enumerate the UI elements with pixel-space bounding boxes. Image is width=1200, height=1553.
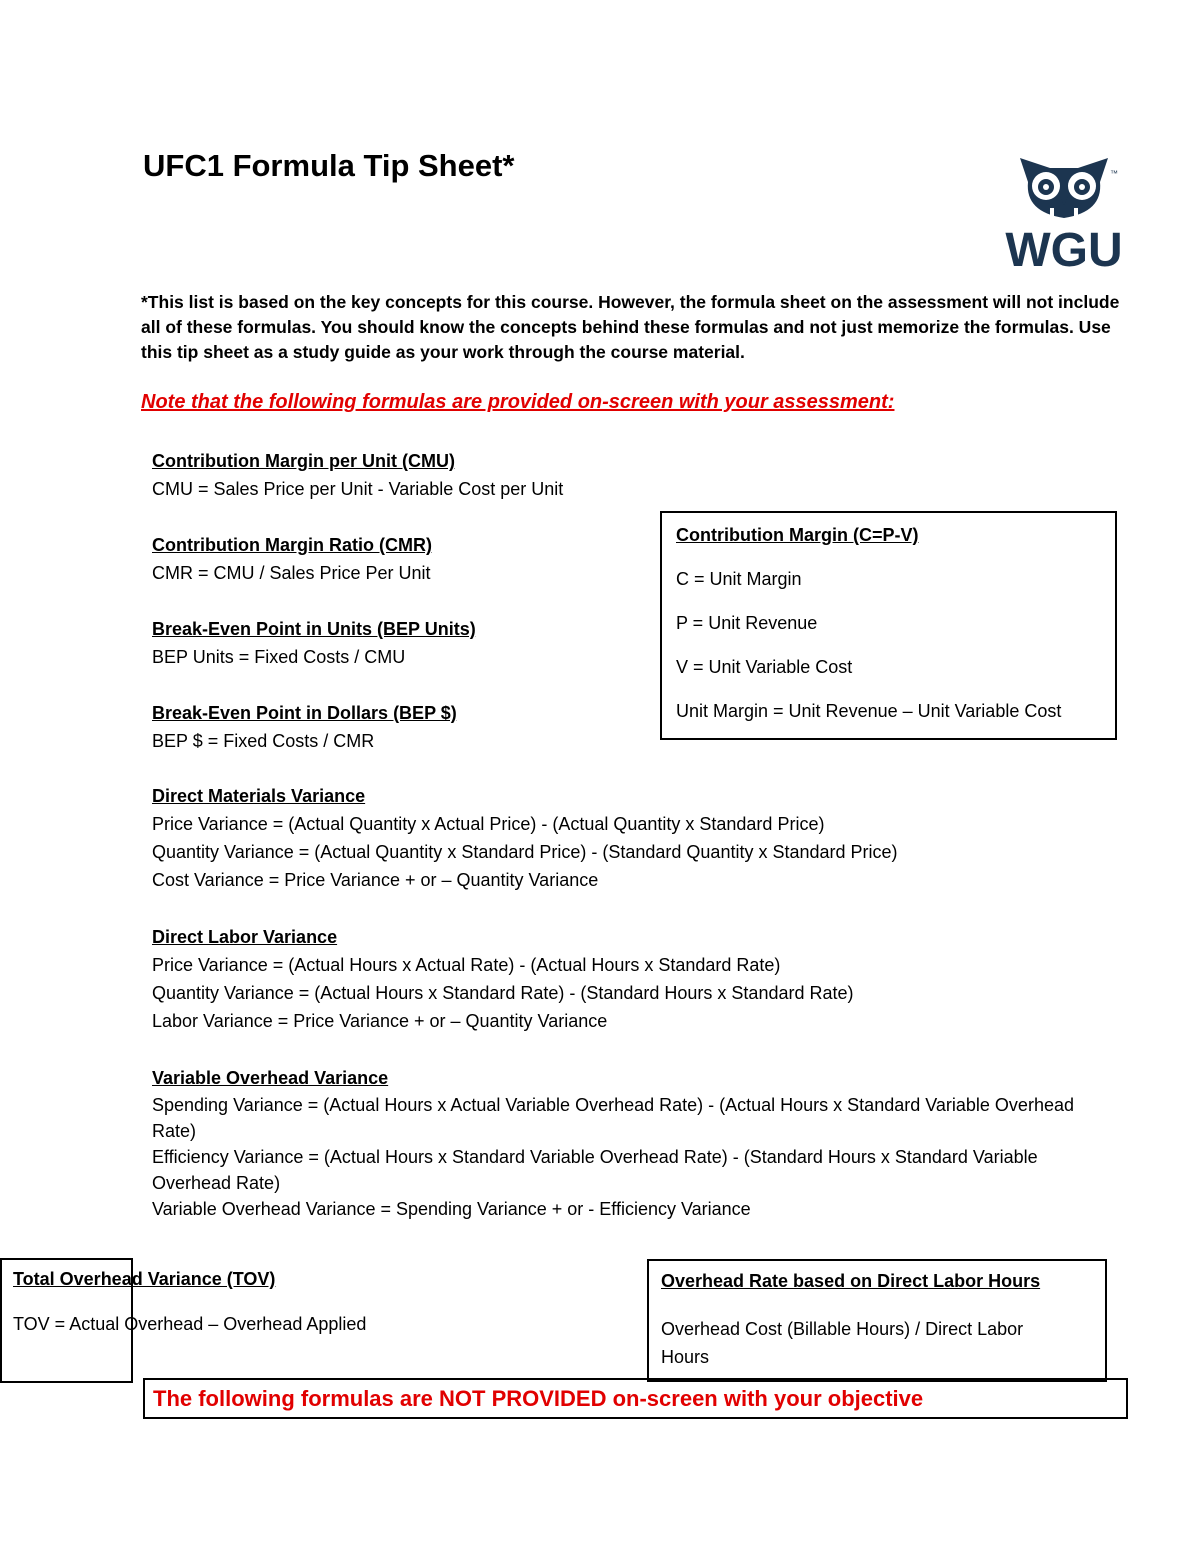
section-cmu [152, 447, 563, 503]
section-heading: Contribution Margin per Unit (CMU) [152, 451, 455, 471]
formula-line: Variable Overhead Variance = Spending Variance + or - Efficiency Variance [152, 1199, 751, 1219]
section-bep-units [152, 615, 476, 671]
intro-paragraph: *This list is based on the key concepts for this course. However, the formula sheet on the assessment will not include all of these formulas. You should know the concepts behind these formulas and not just memorize the formulas. Use this tip sheet as a study guide as your work through the course material. [141, 292, 1120, 362]
section-heading: Break-Even Point in Dollars (BEP $) [152, 703, 457, 723]
formula-line: Labor Variance = Price Variance + or – Quantity Variance [152, 1011, 608, 1031]
section-heading: Contribution Margin Ratio (CMR) [152, 535, 432, 555]
formula-line: Quantity Variance = (Actual Hours x Standard Rate) - (Standard Hours x Standard Rate) [152, 983, 854, 1003]
formula-line: Quantity Variance = (Actual Quantity x Standard Price) - (Standard Quantity x Standard Price) [152, 842, 898, 862]
tov-box [13, 1268, 366, 1335]
contribution-margin-box [660, 511, 1117, 740]
formula-line: Spending Variance = (Actual Hours x Actual Variable Overhead Rate) - (Actual Hours x Standard Variable Overhead Rate) [152, 1095, 1074, 1141]
section-heading: Break-Even Point in Units (BEP Units) [152, 619, 476, 639]
wgu-owl-logo [990, 152, 1137, 272]
formula-line: Efficiency Variance = (Actual Hours x Standard Variable Overhead Rate) - (Standard Hours x Standard Variable Overhead Rate) [152, 1147, 1038, 1193]
box-line: Overhead Cost (Billable Hours) / Direct Labor Hours [661, 1319, 1024, 1367]
formula-line: CMR = CMU / Sales Price Per Unit [152, 563, 431, 583]
section-bep-dollars [152, 699, 457, 755]
logo-wordmark: WGU [1005, 224, 1123, 272]
not-provided-note: The following formulas are NOT PROVIDED on-screen with your objective [143, 1378, 1128, 1419]
box-line: TOV = Actual Overhead – Overhead Applied [13, 1314, 367, 1334]
formula-line: Price Variance = (Actual Hours x Actual Rate) - (Actual Hours x Standard Rate) [152, 955, 781, 975]
page-title: UFC1 Formula Tip Sheet* [143, 148, 515, 183]
box-heading: Total Overhead Variance (TOV) [13, 1269, 276, 1289]
box-line: C = Unit Margin [676, 569, 802, 589]
section-direct-materials [152, 782, 898, 894]
formula-line: Cost Variance = Price Variance + or – Quantity Variance [152, 870, 599, 890]
box-heading: Overhead Rate based on Direct Labor Hours [661, 1271, 1041, 1291]
section-heading: Direct Materials Variance [152, 786, 366, 806]
section-direct-labor [152, 923, 854, 1035]
box-line: Unit Margin = Unit Revenue – Unit Variable Cost [676, 701, 1062, 721]
owl-icon [990, 152, 1137, 272]
box-line: P = Unit Revenue [676, 613, 818, 633]
provided-note: Note that the following formulas are provided on-screen with your assessment: [141, 391, 895, 413]
section-heading: Variable Overhead Variance [152, 1068, 389, 1088]
formula-line: BEP $ = Fixed Costs / CMR [152, 731, 375, 751]
formula-line: BEP Units = Fixed Costs / CMU [152, 647, 406, 667]
overhead-rate-box [647, 1259, 1107, 1382]
box-line: V = Unit Variable Cost [676, 657, 853, 677]
section-cmr [152, 531, 432, 587]
box-heading: Contribution Margin (C=P-V) [676, 525, 919, 545]
section-heading: Direct Labor Variance [152, 927, 338, 947]
formula-line: Price Variance = (Actual Quantity x Actual Price) - (Actual Quantity x Standard Price) [152, 814, 825, 834]
section-variable-overhead [152, 1064, 1112, 1222]
formula-line: CMU = Sales Price per Unit - Variable Cost per Unit [152, 479, 564, 499]
svg-text:™: ™ [1110, 169, 1118, 178]
